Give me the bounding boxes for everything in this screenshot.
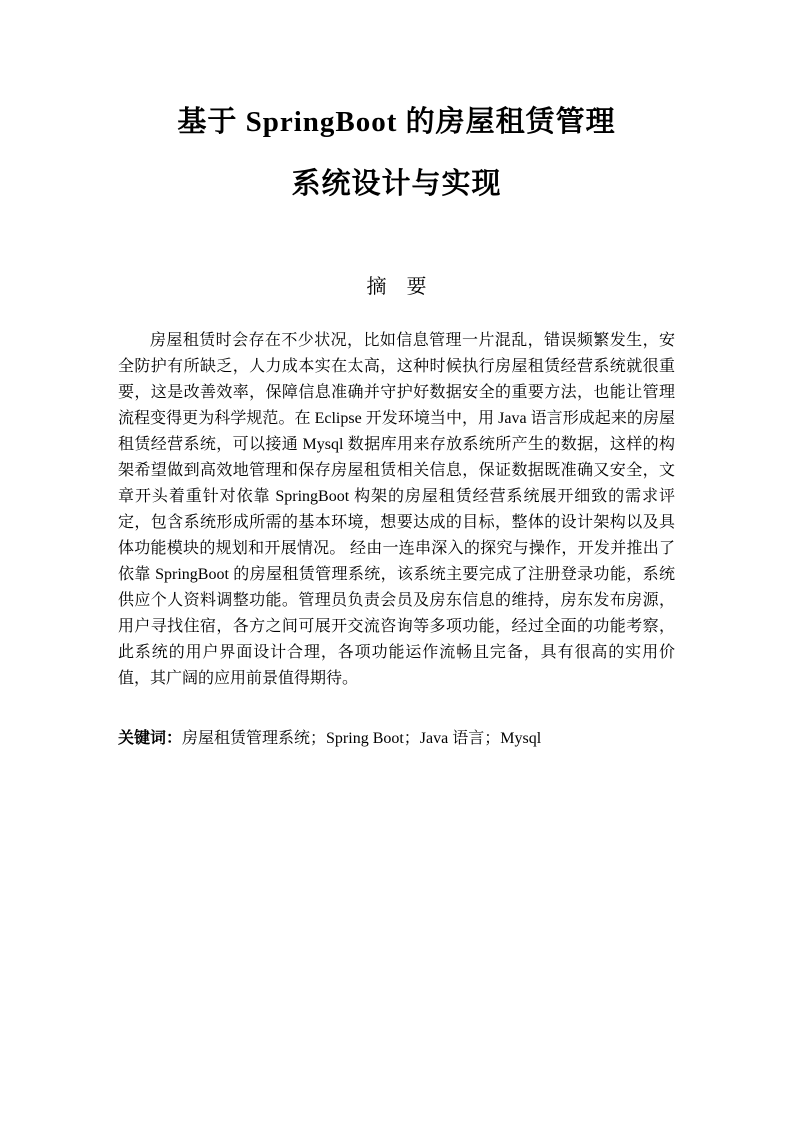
document-title — [118, 91, 675, 215]
abstract-paragraph: 房屋租赁时会存在不少状况，比如信息管理一片混乱，错误频繁发生，安全防护有所缺乏，人力成本实在太高，这种时候执行房屋租赁经营系统就很重要，这是改善效率，保障信息准确并守护好数据安全的重要方法，也能让管理流程变得更为科学规范。在 Eclipse 开发环境当中，用 Java 语言形成起来的房屋租赁经营系统，可以接通 Mysql 数据库用来存放系统所产生的数据，这样的构架希望做到高效地管理和保存房屋租赁相关信息，保证数据既准确又安全，文章开头着重针对依靠 SpringBoot 构架的房屋租赁经营系统展开细致的需求评定，包含系统形成所需的基本环境，想要达成的目标，整体的设计架构以及具体功能模块的规划和开展情况。 经由一连串深入的探究与操作，开发并推出了依靠 SpringBoot 的房屋租赁管理系统，该系统主要完成了注册登录功能，系统供应个人资料调整功能。管理员负责会员及房东信息的维持，房东发布房源，用户寻找住宿，各方之间可展开交流咨询等多项功能，经过全面的功能考察，此系统的用户界面设计合理，各项功能运作流畅且完备，具有很高的实用价值，其广阔的应用前景值得期待。 — [118, 332, 675, 687]
keywords-label: 关键词： — [118, 730, 183, 747]
keywords-text: 房屋租赁管理系统；Spring Boot；Java 语言；Mysql — [182, 730, 542, 747]
title-line-2: 系统设计与实现 — [291, 168, 502, 200]
abstract-heading: 摘 要 — [366, 276, 427, 298]
keywords-line — [118, 726, 675, 752]
title-line-1: 基于 SpringBoot 的房屋租赁管理 — [177, 106, 616, 138]
